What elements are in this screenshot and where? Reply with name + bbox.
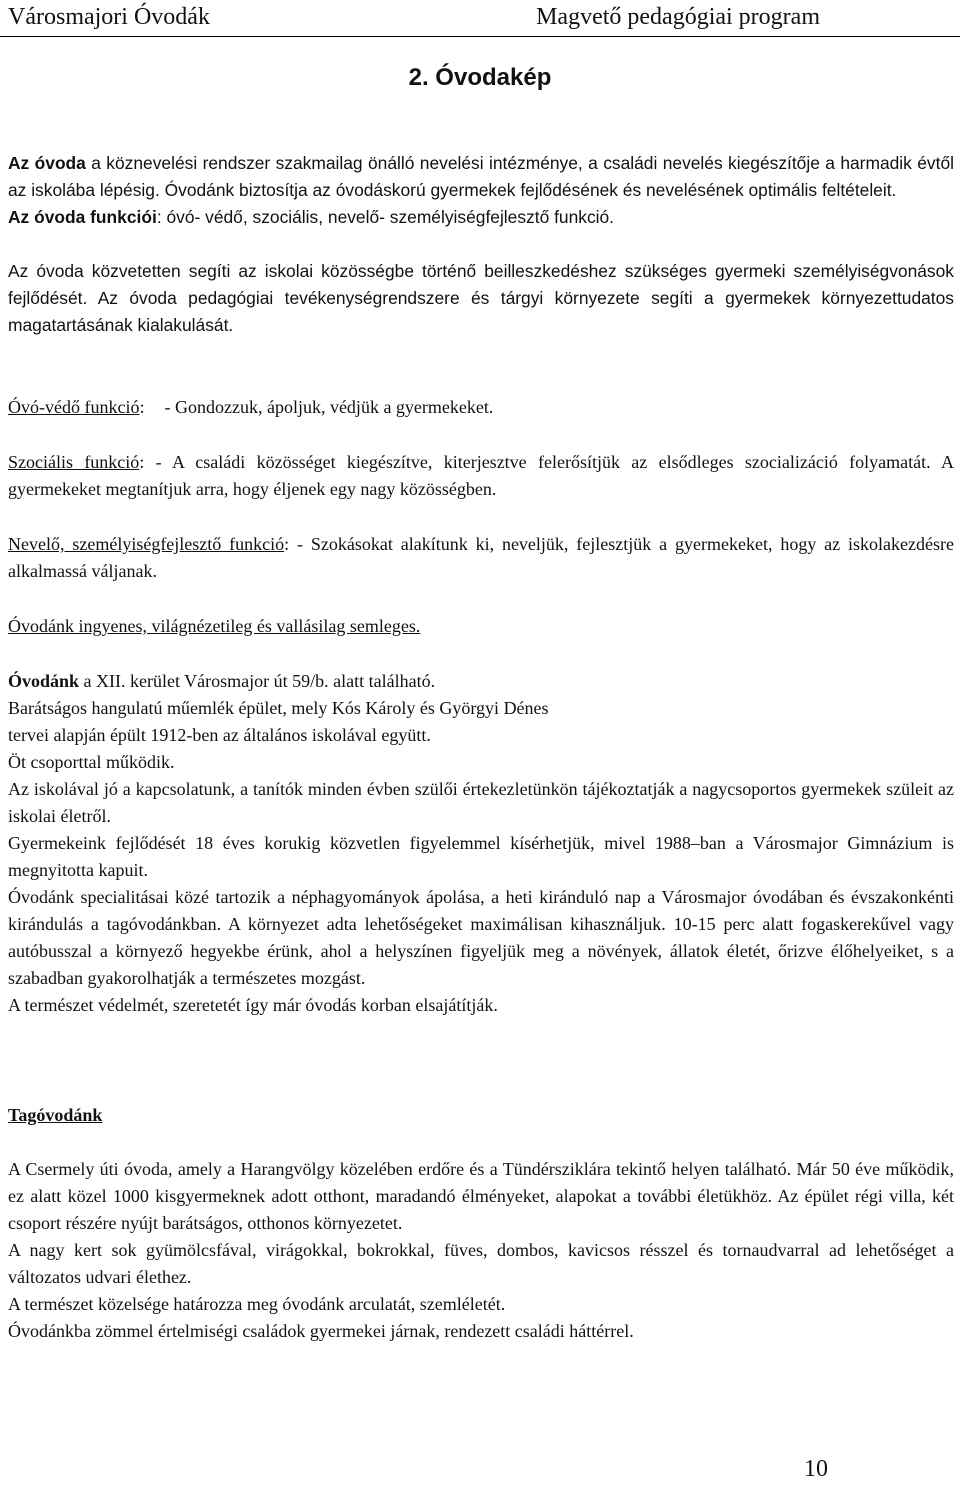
branch-paragraph-4: Óvodánkba zömmel értelmiségi családok gyermekei járnak, rendezett családi háttérrel. bbox=[8, 1321, 634, 1341]
nature-line: A természet védelmét, szeretetét így már óvodás korban elsajátítják. bbox=[8, 995, 498, 1015]
branch-section bbox=[8, 1156, 954, 1345]
branch-paragraph-1: A Csermely úti óvoda, amely a Harangvölgy közelében erdőre és a Tündérsziklára tekintő helyen található. Már 50 éve működik, ez alatt közel 1000 kisgyermeknek adott otthont, maradandó élményeket, alapokat a további életükhöz. Az épület régi villa, két csoport részére nyújt barátságos, otthonos környezetet. bbox=[8, 1159, 954, 1233]
intro-paragraph-2: Az óvoda közvetetten segíti az iskolai közösségbe történő beilleszkedéshez szükséges gyermeki személyiségvonások fejlődését. Az óvoda pedagógiai tevékenységrendszere és tárgyi környezete segíti a gyermekek környezettudatos magatartásának kialakulását. bbox=[8, 261, 954, 335]
page-number: 10 bbox=[804, 1456, 828, 1482]
location-text: a XII. kerület Városmajor út 59/b. alatt található. bbox=[79, 671, 436, 691]
educational-function bbox=[8, 531, 954, 585]
header-rule bbox=[0, 36, 960, 37]
groups-line: Öt csoporttal működik. bbox=[8, 752, 175, 772]
page-header bbox=[0, 0, 960, 40]
branch-paragraph-2: A nagy kert sok gyümölcsfával, virágokkal, bokrokkal, füves, dombos, kavicsos résszel és tornaudvarral ad lehetőséget a változatos udvari élethez. bbox=[8, 1240, 954, 1287]
special-paragraph: Óvodánk specialitásai közé tartozik a néphagyományok ápolása, a heti kiránduló nap a Városmajor óvodában és évszakonkénti kirándulás a tagóvodánkban. A környezet adta lehetőségeket maximálisan kihasználjuk. 10-15 perc alatt fogaskerekűvel vagy autóbusszal a környező hegyekbe érünk, ahol a helyszínen figyeljük meg a növények, állatok életét, őrizve élőhelyeiket, s a szabadban gyakorolhatják a természetes mozgást. bbox=[8, 887, 954, 988]
protective-function: Óvó-védő funkció: - Gondozzuk, ápoljuk, védjük a gyermekeket. bbox=[8, 397, 494, 417]
location-line bbox=[8, 668, 954, 695]
social-label: Szociális funkció bbox=[8, 452, 140, 472]
free-statement: Óvodánk ingyenes, világnézetileg és vallásilag semleges. bbox=[8, 616, 421, 636]
intro-paragraph-1 bbox=[8, 150, 954, 231]
location-section bbox=[8, 668, 954, 1019]
educational-text: : - Szokásokat alakítunk ki, neveljük, fejlesztjük a gyermekeket, hogy az iskolakezdésre alkalmassá váljanak. bbox=[8, 534, 954, 581]
follow-paragraph: Gyermekeink fejlődését 18 éves korukig közvetlen figyelemmel kísérhetjük, mivel 1988–ban a Városmajor Gimnázium is megnyitotta kapuit. bbox=[8, 833, 954, 880]
functions-bold: Az óvoda funkciói bbox=[8, 207, 157, 227]
header-right: Magvető pedagógiai program bbox=[536, 4, 820, 30]
branch-paragraph-3: A természet közelsége határozza meg óvodánk arculatát, szemléletét. bbox=[8, 1294, 506, 1314]
protective-text: - Gondozzuk, ápoljuk, védjük a gyermekeket. bbox=[164, 397, 494, 417]
intro-text: a köznevelési rendszer szakmailag önálló nevelési intézménye, a családi nevelés kiegészítője a harmadik évtől az iskolába lépésig. Óvodánk biztosítja az óvodáskorú gyermekek fejlődésének és nevelésének optimális feltételeit. bbox=[8, 153, 954, 200]
building-line-1: Barátságos hangulatú műemlék épület, mely Kós Károly és Györgyi Dénes bbox=[8, 698, 549, 718]
educational-label: Nevelő, személyiségfejlesztő funkció bbox=[8, 534, 285, 554]
header-left: Városmajori Óvodák bbox=[8, 4, 210, 30]
social-function bbox=[8, 449, 954, 503]
protective-label: Óvó-védő funkció bbox=[8, 397, 140, 417]
location-bold-lead: Óvodánk bbox=[8, 671, 80, 691]
branch-heading: Tagóvodánk bbox=[8, 1105, 103, 1125]
page-title: 2. Óvodakép bbox=[408, 64, 552, 91]
social-text: : - A családi közösséget kiegészítve, kiterjesztve felerősítjük az elsődleges szocializáció folyamatát. A gyermekeket megtanítjuk arra, hogy éljenek egy nagy közösségben. bbox=[8, 452, 954, 499]
intro-bold-lead: Az óvoda bbox=[8, 153, 86, 173]
functions-text: : óvó- védő, szociális, nevelő- személyiségfejlesztő funkció. bbox=[156, 207, 615, 227]
building-line-2: tervei alapján épült 1912-ben az általános iskolával együtt. bbox=[8, 725, 431, 745]
school-paragraph: Az iskolával jó a kapcsolatunk, a tanítók minden évben szülői értekezletünkön tájékoztatják a nagycsoportos gyermekek szüleit az iskolai életről. bbox=[8, 779, 954, 826]
